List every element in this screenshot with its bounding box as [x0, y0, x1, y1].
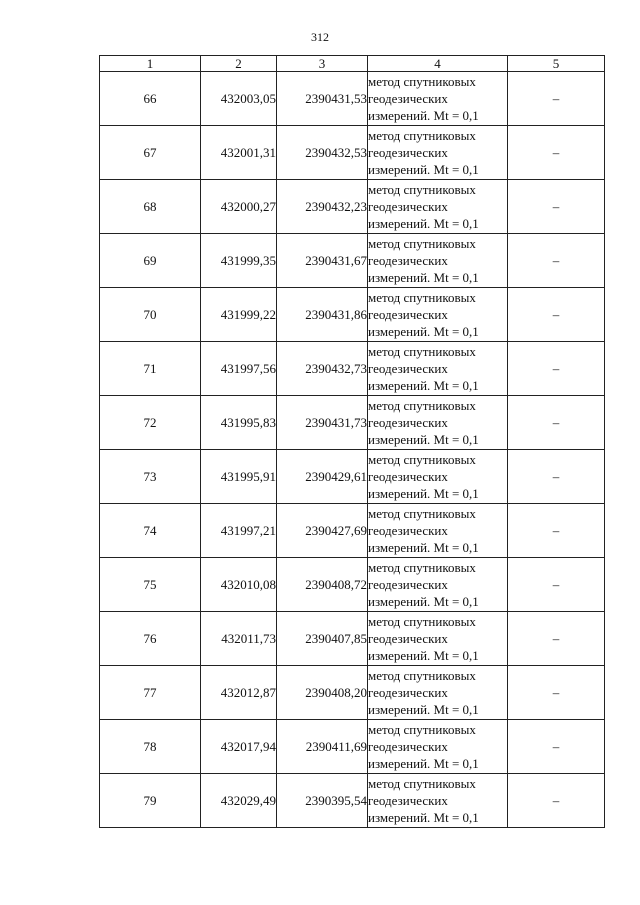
x-coordinate: 431997,21 [201, 504, 277, 558]
x-coordinate: 431997,56 [201, 342, 277, 396]
method-description [368, 774, 508, 828]
table-row [100, 180, 605, 234]
method-line-1: метод спутниковых [368, 452, 476, 467]
method-line-3: измерений. Mt = 0,1 [368, 486, 479, 501]
method-description [368, 450, 508, 504]
y-coordinate: 2390431,53 [277, 72, 368, 126]
method-line-3: измерений. Mt = 0,1 [368, 756, 479, 771]
point-number: 71 [100, 342, 201, 396]
x-coordinate: 431995,83 [201, 396, 277, 450]
y-coordinate: 2390432,53 [277, 126, 368, 180]
point-number: 76 [100, 612, 201, 666]
point-number: 67 [100, 126, 201, 180]
method-line-2: геодезических [368, 577, 448, 592]
y-coordinate: 2390431,67 [277, 234, 368, 288]
x-coordinate: 432011,73 [201, 612, 277, 666]
method-line-3: измерений. Mt = 0,1 [368, 162, 479, 177]
note-cell: – [508, 450, 605, 504]
y-coordinate: 2390429,61 [277, 450, 368, 504]
x-coordinate: 432003,05 [201, 72, 277, 126]
x-coordinate: 431999,22 [201, 288, 277, 342]
table-row [100, 774, 605, 828]
method-line-2: геодезических [368, 631, 448, 646]
method-description [368, 396, 508, 450]
method-line-1: метод спутниковых [368, 560, 476, 575]
method-line-3: измерений. Mt = 0,1 [368, 216, 479, 231]
method-description [368, 504, 508, 558]
table-row [100, 342, 605, 396]
method-line-2: геодезических [368, 685, 448, 700]
y-coordinate: 2390432,23 [277, 180, 368, 234]
table-row [100, 126, 605, 180]
y-coordinate: 2390395,54 [277, 774, 368, 828]
x-coordinate: 431995,91 [201, 450, 277, 504]
method-line-2: геодезических [368, 307, 448, 322]
method-line-1: метод спутниковых [368, 722, 476, 737]
table-row [100, 450, 605, 504]
note-cell: – [508, 342, 605, 396]
note-cell: – [508, 126, 605, 180]
point-number: 72 [100, 396, 201, 450]
column-header-3: 3 [277, 56, 368, 72]
table-header-row [100, 56, 605, 72]
column-header-4: 4 [368, 56, 508, 72]
column-header-1: 1 [100, 56, 201, 72]
method-line-3: измерений. Mt = 0,1 [368, 432, 479, 447]
method-line-2: геодезических [368, 523, 448, 538]
table-row [100, 288, 605, 342]
method-description [368, 342, 508, 396]
x-coordinate: 432000,27 [201, 180, 277, 234]
x-coordinate: 432012,87 [201, 666, 277, 720]
method-line-3: измерений. Mt = 0,1 [368, 378, 479, 393]
y-coordinate: 2390432,73 [277, 342, 368, 396]
y-coordinate: 2390408,20 [277, 666, 368, 720]
table-row [100, 612, 605, 666]
y-coordinate: 2390408,72 [277, 558, 368, 612]
point-number: 77 [100, 666, 201, 720]
coordinates-table [99, 55, 605, 828]
point-number: 73 [100, 450, 201, 504]
method-line-3: измерений. Mt = 0,1 [368, 594, 479, 609]
point-number: 78 [100, 720, 201, 774]
table-body [100, 72, 605, 828]
note-cell: – [508, 180, 605, 234]
note-cell: – [508, 72, 605, 126]
method-line-2: геодезических [368, 199, 448, 214]
method-line-3: измерений. Mt = 0,1 [368, 324, 479, 339]
method-line-1: метод спутниковых [368, 128, 476, 143]
point-number: 74 [100, 504, 201, 558]
page-number: 312 [311, 30, 329, 44]
note-cell: – [508, 612, 605, 666]
method-line-2: геодезических [368, 145, 448, 160]
table-row [100, 720, 605, 774]
method-line-3: измерений. Mt = 0,1 [368, 648, 479, 663]
method-description [368, 666, 508, 720]
method-line-1: метод спутниковых [368, 776, 476, 791]
column-header-5: 5 [508, 56, 605, 72]
note-cell: – [508, 396, 605, 450]
point-number: 68 [100, 180, 201, 234]
method-line-3: измерений. Mt = 0,1 [368, 702, 479, 717]
method-line-1: метод спутниковых [368, 182, 476, 197]
method-description [368, 180, 508, 234]
method-description [368, 720, 508, 774]
method-line-2: геодезических [368, 415, 448, 430]
note-cell: – [508, 720, 605, 774]
x-coordinate: 431999,35 [201, 234, 277, 288]
method-line-2: геодезических [368, 793, 448, 808]
table-row [100, 234, 605, 288]
method-description [368, 288, 508, 342]
method-description [368, 234, 508, 288]
method-line-1: метод спутниковых [368, 398, 476, 413]
table-row [100, 666, 605, 720]
note-cell: – [508, 234, 605, 288]
method-line-3: измерений. Mt = 0,1 [368, 108, 479, 123]
note-cell: – [508, 774, 605, 828]
method-description [368, 612, 508, 666]
y-coordinate: 2390431,86 [277, 288, 368, 342]
method-line-1: метод спутниковых [368, 506, 476, 521]
method-description [368, 558, 508, 612]
table-row [100, 504, 605, 558]
x-coordinate: 432010,08 [201, 558, 277, 612]
y-coordinate: 2390427,69 [277, 504, 368, 558]
method-line-1: метод спутниковых [368, 290, 476, 305]
y-coordinate: 2390431,73 [277, 396, 368, 450]
table-row [100, 558, 605, 612]
y-coordinate: 2390407,85 [277, 612, 368, 666]
method-line-1: метод спутниковых [368, 344, 476, 359]
point-number: 66 [100, 72, 201, 126]
note-cell: – [508, 558, 605, 612]
method-line-3: измерений. Mt = 0,1 [368, 270, 479, 285]
method-line-1: метод спутниковых [368, 668, 476, 683]
x-coordinate: 432029,49 [201, 774, 277, 828]
x-coordinate: 432001,31 [201, 126, 277, 180]
method-description [368, 72, 508, 126]
y-coordinate: 2390411,69 [277, 720, 368, 774]
point-number: 75 [100, 558, 201, 612]
method-line-3: измерений. Mt = 0,1 [368, 810, 479, 825]
column-header-2: 2 [201, 56, 277, 72]
method-line-1: метод спутниковых [368, 236, 476, 251]
method-line-2: геодезических [368, 361, 448, 376]
method-line-3: измерений. Mt = 0,1 [368, 540, 479, 555]
point-number: 69 [100, 234, 201, 288]
method-line-1: метод спутниковых [368, 614, 476, 629]
method-description [368, 126, 508, 180]
note-cell: – [508, 504, 605, 558]
x-coordinate: 432017,94 [201, 720, 277, 774]
method-line-2: геодезических [368, 91, 448, 106]
point-number: 79 [100, 774, 201, 828]
note-cell: – [508, 288, 605, 342]
table-row [100, 396, 605, 450]
note-cell: – [508, 666, 605, 720]
method-line-2: геодезических [368, 469, 448, 484]
method-line-2: геодезических [368, 253, 448, 268]
method-line-2: геодезических [368, 739, 448, 754]
table-row [100, 72, 605, 126]
point-number: 70 [100, 288, 201, 342]
method-line-1: метод спутниковых [368, 74, 476, 89]
